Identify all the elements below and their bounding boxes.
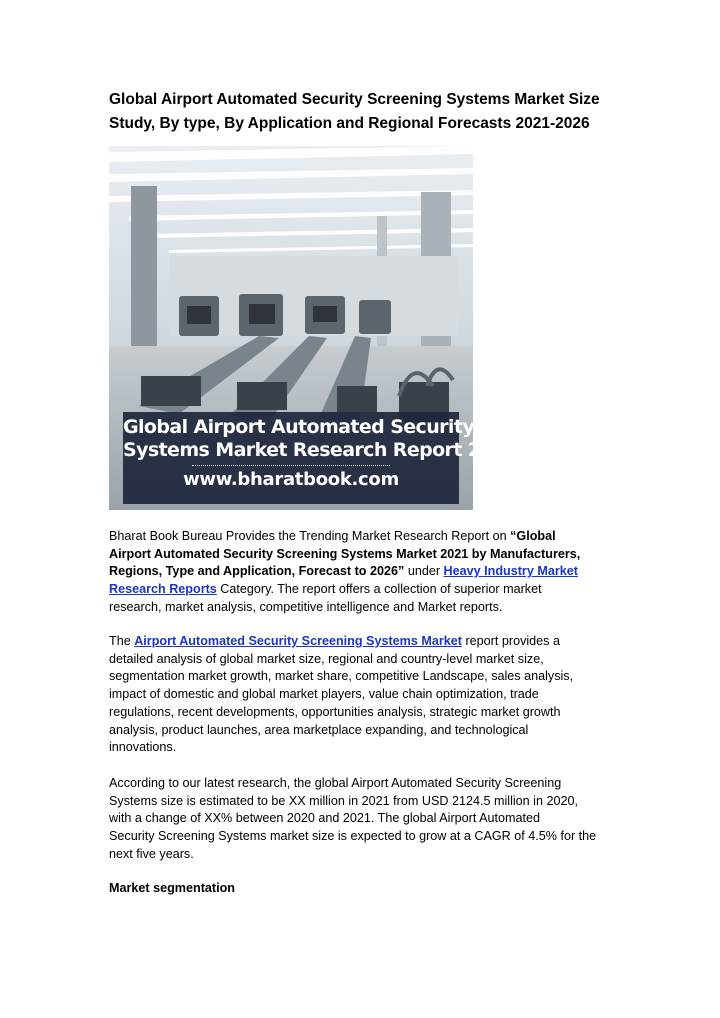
category-link[interactable]: Research Reports (109, 582, 217, 597)
description-line-4: impact of domestic and global market players, value chain optimization, trade (109, 687, 539, 702)
banner-url: www.bharatbook.com (183, 469, 399, 490)
market-size-line-1: According to our latest research, the global Airport Automated Security Screening (109, 776, 562, 790)
description-text: The (109, 634, 135, 648)
description-line-2: detailed analysis of global market size, regional and country-level market size, (109, 651, 544, 666)
intro-line-1 (109, 528, 617, 546)
intro-text: Bharat Book Bureau Provides the Trending Market Research Report on (109, 529, 511, 543)
intro-line-3 (109, 563, 617, 581)
market-size-line-4: Security Screening Systems market size is expected to grow at a CAGR of 4.5% for the (109, 829, 597, 844)
report-title-emphasis: Regions, Type and Application, Forecast to 2026” (109, 564, 405, 579)
title-line-2: Study, By type, By Application and Regional Forecasts 2021-2026 (109, 115, 590, 132)
banner-title-line-1: Global Airport Automated Security Screening (123, 416, 582, 438)
page-title (109, 88, 609, 136)
banner-title-line-2: Systems Market Research Report 2021-2026 (123, 439, 577, 461)
intro-line-4 (109, 581, 617, 599)
market-link[interactable]: Airport Automated Security Screening Systems Market (134, 634, 462, 648)
intro-text: under (404, 564, 444, 579)
intro-text: Category. The report offers a collection of superior market (216, 582, 542, 597)
report-title-emphasis: “Global (510, 529, 556, 543)
market-size-paragraph (109, 775, 617, 864)
report-description-paragraph (109, 633, 617, 757)
description-text: report provides a (461, 634, 560, 648)
report-title-emphasis: Airport Automated Security Screening Systems Market 2021 by Manufacturers, (109, 546, 581, 561)
description-line-6: analysis, product launches, area marketplace expanding, and technological (109, 722, 529, 737)
intro-line-2 (109, 546, 617, 564)
report-banner (123, 412, 582, 504)
hero-image (109, 146, 582, 510)
intro-paragraph (109, 528, 617, 617)
description-line-3: segmentation market growth, market share, competitive Landscape, sales analysis, (109, 669, 574, 684)
title-line-1: Global Airport Automated Security Screening Systems Market Size (109, 91, 600, 108)
description-line-5: regulations, recent developments, opportunities analysis, strategic market growth (109, 704, 561, 719)
market-size-line-5: next five years. (109, 846, 194, 861)
intro-line-5: research, market analysis, competitive intelligence and Market reports. (109, 599, 503, 614)
section-heading: Market segmentation (109, 881, 235, 895)
category-link[interactable]: Heavy Industry Market (443, 564, 578, 579)
market-size-line-2: Systems size is estimated to be XX million in 2021 from USD 2124.5 million in 2020, (109, 793, 578, 808)
description-line-1 (109, 633, 617, 651)
market-size-line-3: with a change of XX% between 2020 and 2021. The global Airport Automated (109, 811, 541, 826)
description-line-7: innovations. (109, 740, 177, 755)
banner-divider (192, 465, 390, 466)
